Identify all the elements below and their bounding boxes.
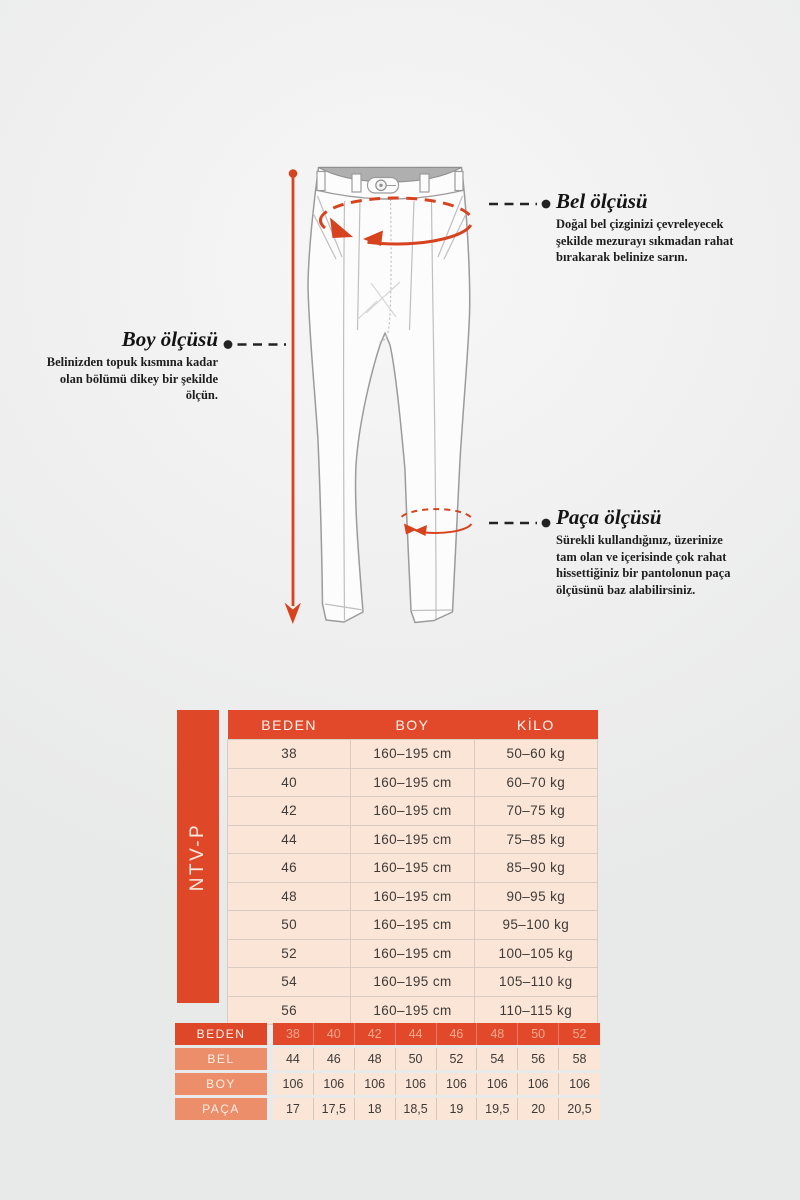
size-table-cell: 56 xyxy=(228,996,351,1025)
size-table-row xyxy=(228,939,598,968)
boy-leader-bullet-icon xyxy=(224,340,233,349)
measurement-value-cell: 52 xyxy=(437,1048,478,1070)
size-table-cell: 38 xyxy=(228,740,351,769)
size-table-cell: 160–195 cm xyxy=(351,797,474,826)
bel-description: Doğal bel çizginizi çevreleyecek şekilde mezurayı sıkmadan rahat bırakarak belinize sarın. xyxy=(556,217,734,265)
measurement-size-header-cell: 52 xyxy=(559,1023,600,1045)
measurement-value-cell: 19 xyxy=(437,1098,478,1120)
brand-sidebar xyxy=(177,710,219,1003)
measurement-grid xyxy=(273,1023,600,1120)
measurement-size-header-cell: 40 xyxy=(314,1023,355,1045)
measurement-value-cell: 18,5 xyxy=(396,1098,437,1120)
brand-label: NTV-P xyxy=(187,822,209,891)
measurement-size-header-cell: 44 xyxy=(396,1023,437,1045)
size-table-cell: 52 xyxy=(228,939,351,968)
measurement-value-cell: 106 xyxy=(355,1073,396,1095)
measurement-value-cell: 20,5 xyxy=(559,1098,600,1120)
size-table-cell: 160–195 cm xyxy=(351,996,474,1025)
size-table-cell: 160–195 cm xyxy=(351,740,474,769)
size-table-cell: 50 xyxy=(228,911,351,940)
size-table xyxy=(227,710,598,1025)
measurement-value-cell: 17,5 xyxy=(314,1098,355,1120)
size-table-cell: 40 xyxy=(228,768,351,797)
size-table-cell: 100–105 kg xyxy=(474,939,597,968)
measurement-table-section xyxy=(175,1023,600,1120)
measurement-row-label: BOY xyxy=(175,1073,267,1095)
measurement-value-cell: 18 xyxy=(355,1098,396,1120)
size-table-header-cell: BOY xyxy=(351,710,474,740)
paca-annotation xyxy=(556,506,746,598)
measurement-size-header-cell: 50 xyxy=(518,1023,559,1045)
size-table-cell: 90–95 kg xyxy=(474,882,597,911)
measurement-value-cell: 50 xyxy=(396,1048,437,1070)
size-table-cell: 75–85 kg xyxy=(474,825,597,854)
measurement-value-cell: 46 xyxy=(314,1048,355,1070)
size-table-header-row xyxy=(228,710,598,740)
measurement-value-cell: 19,5 xyxy=(477,1098,518,1120)
measurement-size-header-cell: 46 xyxy=(437,1023,478,1045)
measurement-value-cell: 106 xyxy=(273,1073,314,1095)
size-table-cell: 160–195 cm xyxy=(351,939,474,968)
size-table-header-cell: BEDEN xyxy=(228,710,351,740)
size-table-cell: 160–195 cm xyxy=(351,882,474,911)
size-table-cell: 54 xyxy=(228,968,351,997)
measurement-value-cell: 106 xyxy=(396,1073,437,1095)
size-table-row xyxy=(228,854,598,883)
measurement-size-header-cell: 38 xyxy=(273,1023,314,1045)
measurement-value-cell: 48 xyxy=(355,1048,396,1070)
size-table-cell: 160–195 cm xyxy=(351,968,474,997)
size-table-header-cell: KİLO xyxy=(474,710,597,740)
size-table-row xyxy=(228,825,598,854)
measurement-value-cell: 106 xyxy=(518,1073,559,1095)
measurement-value-cell: 44 xyxy=(273,1048,314,1070)
paca-description: Sürekli kullandığınız, üzerinize tam olan ve içerisinde çok rahat hissettiğiniz bir pantolonun paça ölçüsünü baz alabilirsiniz. xyxy=(556,533,731,597)
measurement-value-cell: 20 xyxy=(518,1098,559,1120)
measurement-value-cell: 56 xyxy=(518,1048,559,1070)
bel-leader-bullet-icon xyxy=(542,200,551,209)
size-table-cell: 85–90 kg xyxy=(474,854,597,883)
size-table-cell: 160–195 cm xyxy=(351,768,474,797)
paca-title: Paça ölçüsü xyxy=(556,505,662,529)
size-table-row xyxy=(228,968,598,997)
size-table-row xyxy=(228,797,598,826)
measurement-value-cell: 106 xyxy=(314,1073,355,1095)
size-table-cell: 50–60 kg xyxy=(474,740,597,769)
size-table-cell: 105–110 kg xyxy=(474,968,597,997)
measurement-value-cell: 106 xyxy=(559,1073,600,1095)
size-table-cell: 160–195 cm xyxy=(351,825,474,854)
size-table-row xyxy=(228,996,598,1025)
measurement-row-label: PAÇA xyxy=(175,1098,267,1120)
boy-description: Belinizden topuk kısmına kadar olan bölümü dikey bir şekilde ölçün. xyxy=(46,355,218,403)
size-table-row xyxy=(228,882,598,911)
length-measure-line xyxy=(285,169,302,624)
measurement-value-cell: 106 xyxy=(437,1073,478,1095)
measurement-label-column xyxy=(175,1023,267,1120)
measurement-value-cell: 106 xyxy=(477,1073,518,1095)
size-table-cell: 70–75 kg xyxy=(474,797,597,826)
boy-title: Boy ölçüsü xyxy=(121,327,218,351)
size-table-row xyxy=(228,740,598,769)
size-table-cell: 60–70 kg xyxy=(474,768,597,797)
measurement-row-label: BEL xyxy=(175,1048,267,1070)
size-table-cell: 95–100 kg xyxy=(474,911,597,940)
bel-title: Bel ölçüsü xyxy=(556,189,648,213)
measurement-value-cell: 54 xyxy=(477,1048,518,1070)
measurement-size-header-cell: 42 xyxy=(355,1023,396,1045)
paca-leader-bullet-icon xyxy=(542,519,551,528)
measurement-value-cell: 17 xyxy=(273,1098,314,1120)
boy-annotation xyxy=(43,328,218,404)
measurement-value-cell: 58 xyxy=(559,1048,600,1070)
measurement-size-header-cell: 48 xyxy=(477,1023,518,1045)
size-table-cell: 160–195 cm xyxy=(351,911,474,940)
size-table-section xyxy=(177,710,598,1025)
bel-annotation xyxy=(556,190,756,266)
measurement-row-label: BEDEN xyxy=(175,1023,267,1045)
size-table-cell: 46 xyxy=(228,854,351,883)
size-table-cell: 160–195 cm xyxy=(351,854,474,883)
size-table-row xyxy=(228,911,598,940)
size-table-cell: 42 xyxy=(228,797,351,826)
waist-button-tab xyxy=(368,178,399,194)
size-table-cell: 44 xyxy=(228,825,351,854)
size-table-cell: 110–115 kg xyxy=(474,996,597,1025)
size-table-cell: 48 xyxy=(228,882,351,911)
size-table-row xyxy=(228,768,598,797)
